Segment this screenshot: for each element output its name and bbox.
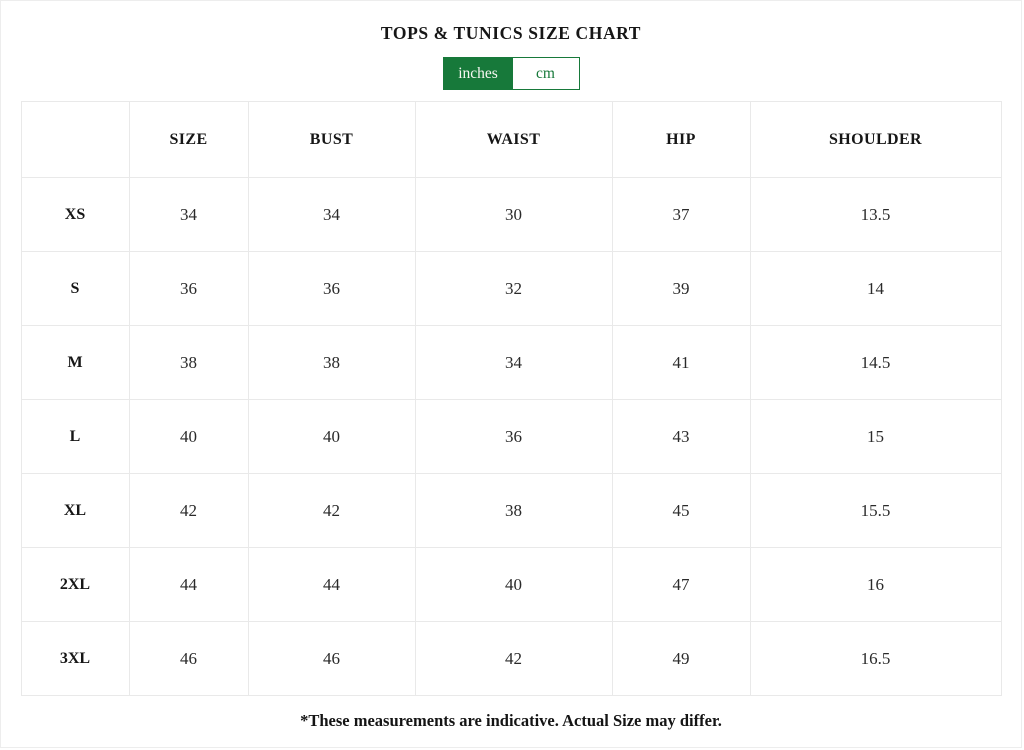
size-chart-table xyxy=(21,101,1002,696)
measurement-cell: 13.5 xyxy=(750,178,1001,252)
measurement-cell: 37 xyxy=(612,178,750,252)
table-row xyxy=(21,548,1001,622)
measurement-cell: 45 xyxy=(612,474,750,548)
size-row-label: 3XL xyxy=(21,622,129,696)
unit-toggle-wrap xyxy=(1,57,1021,90)
measurement-cell: 34 xyxy=(415,326,612,400)
measurement-cell: 40 xyxy=(129,400,248,474)
unit-toggle-inches-button[interactable]: inches xyxy=(444,58,513,89)
measurement-cell: 47 xyxy=(612,548,750,622)
table-row xyxy=(21,178,1001,252)
measurement-cell: 38 xyxy=(415,474,612,548)
measurement-cell: 46 xyxy=(129,622,248,696)
table-row xyxy=(21,474,1001,548)
measurement-cell: 42 xyxy=(415,622,612,696)
measurement-cell: 40 xyxy=(248,400,415,474)
footnote: *These measurements are indicative. Actual Size may differ. xyxy=(300,711,722,730)
measurement-cell: 34 xyxy=(129,178,248,252)
table-row xyxy=(21,252,1001,326)
size-row-label: XS xyxy=(21,178,129,252)
measurement-cell: 42 xyxy=(129,474,248,548)
measurement-cell: 16 xyxy=(750,548,1001,622)
column-header-bust: BUST xyxy=(248,102,415,178)
column-header-shoulder: SHOULDER xyxy=(750,102,1001,178)
table-row xyxy=(21,326,1001,400)
column-header-empty xyxy=(21,102,129,178)
measurement-cell: 49 xyxy=(612,622,750,696)
table-row xyxy=(21,622,1001,696)
unit-toggle-cm-button[interactable]: cm xyxy=(513,58,579,89)
measurement-cell: 42 xyxy=(248,474,415,548)
size-row-label: S xyxy=(21,252,129,326)
measurement-cell: 34 xyxy=(248,178,415,252)
measurement-cell: 46 xyxy=(248,622,415,696)
size-row-label: 2XL xyxy=(21,548,129,622)
measurement-cell: 44 xyxy=(248,548,415,622)
measurement-cell: 39 xyxy=(612,252,750,326)
measurement-cell: 15 xyxy=(750,400,1001,474)
measurement-cell: 36 xyxy=(415,400,612,474)
measurement-cell: 32 xyxy=(415,252,612,326)
size-row-label: L xyxy=(21,400,129,474)
measurement-cell: 43 xyxy=(612,400,750,474)
size-row-label: XL xyxy=(21,474,129,548)
measurement-cell: 36 xyxy=(129,252,248,326)
measurement-cell: 41 xyxy=(612,326,750,400)
column-header-waist: WAIST xyxy=(415,102,612,178)
column-header-hip: HIP xyxy=(612,102,750,178)
measurement-cell: 15.5 xyxy=(750,474,1001,548)
measurement-cell: 14 xyxy=(750,252,1001,326)
column-header-size: SIZE xyxy=(129,102,248,178)
measurement-cell: 30 xyxy=(415,178,612,252)
measurement-cell: 40 xyxy=(415,548,612,622)
measurement-cell: 36 xyxy=(248,252,415,326)
measurement-cell: 16.5 xyxy=(750,622,1001,696)
measurement-cell: 44 xyxy=(129,548,248,622)
size-row-label: M xyxy=(21,326,129,400)
table-row xyxy=(21,400,1001,474)
page-title: TOPS & TUNICS SIZE CHART xyxy=(380,23,642,43)
measurement-cell: 38 xyxy=(129,326,248,400)
measurement-cell: 38 xyxy=(248,326,415,400)
unit-toggle xyxy=(443,57,580,90)
measurement-cell: 14.5 xyxy=(750,326,1001,400)
table-header-row xyxy=(21,102,1001,178)
